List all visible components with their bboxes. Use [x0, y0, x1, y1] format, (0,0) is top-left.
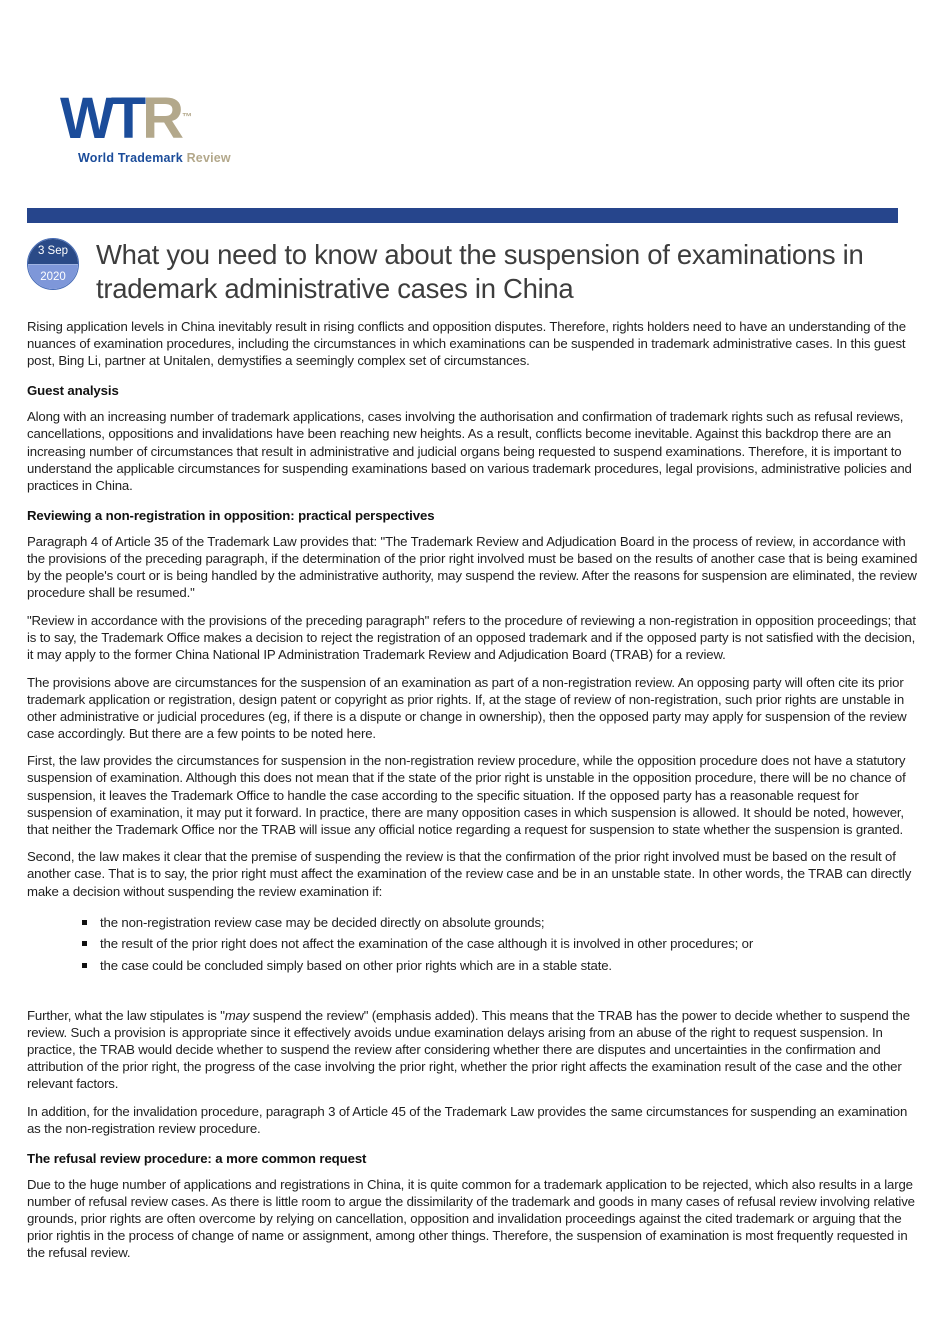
date-badge-day: 3 Sep — [28, 239, 78, 265]
bullet-item: the result of the prior right does not affect the examination of the case although it is involved in other procedures; or — [100, 935, 924, 952]
article-body — [27, 318, 924, 1261]
trademark-symbol: ™ — [182, 112, 193, 123]
wtr-logo — [60, 86, 231, 165]
article-title: What you need to know about the suspension of examinations in trademark administrative cases in China — [96, 239, 864, 304]
paragraph-review-refers: "Review in accordance with the provisions of the preceding paragraph" refers to the procedure of reviewing a non-registration in opposition proceedings; that is to say, the Trademark Office makes a decision to reject the registration of an opposed trademark and if the opposed party is not satisfied with the decision, it may apply to the former China National IP Administration Trademark Review and Adjudication Board (TRAB) for a review. — [27, 612, 916, 662]
logo-letter-r: R — [142, 86, 181, 151]
date-badge — [27, 238, 79, 290]
bullet-item: the non-registration review case may be decided directly on absolute grounds; — [100, 914, 924, 931]
further-pre: Further, what the law stipulates is " — [27, 1007, 225, 1023]
paragraph-refusal: Due to the huge number of applications and registrations in China, it is quite common for a trademark application to be rejected, which also results in a large number of refusal review cases. As there is little room to argue the dissimilarity of the trademark and goods in many cases of refusal review involving relative grounds, prior rights are often overcome by relying on cancellation, opposition and invalidation proceedings against the cited trademark or arguing that the prior rightis in the process of change of name or assignment, among other things. Therefore, the suspension of examination is most frequently requested in the refusal review. — [27, 1177, 915, 1261]
further-post: suspend the review" (emphasis added). This means that the TRAB has the power to decide whether to suspend the review. Such a provision is appropriate since it effectively avoids undue examination delays arising from an abuse of the right to request suspension. In practice, the TRAB would decide whether to suspend the review after considering whether there are disputes and uncertainties in the confirmation and attribution of the prior right, the progress of the case involving the prior right, whether the prior right affects the examination result of the case and the other relevant factors. — [27, 1007, 910, 1092]
paragraph-backdrop: Along with an increasing number of trademark applications, cases involving the authorisation and confirmation of trademark rights such as refusal reviews, cancellations, oppositions and invalidations have been reaching new heights. As a result, conflicts become inevitable. Against this backdrop there are an increasing number of circumstances that result in administrative and judicial organs being requested to suspend examinations. Therefore, it is important to understand the applicable circumstances for suspending examinations based on various trademark procedures, legal provisions, administrative policies and practices in China. — [27, 409, 912, 493]
logo-letters-wt: WT — [60, 86, 143, 151]
bullet-item: the case could be concluded simply based on other prior rights which are in a stable state. — [100, 957, 924, 974]
heading-refusal-review: The refusal review procedure: a more common request — [27, 1151, 367, 1167]
paragraph-provisions: The provisions above are circumstances for the suspension of an examination as part of a non-registration review. An opposing party will often cite its prior trademark application or registration, design patent or copyright as prior rights. If, at the stage of review of non-registration, such prior rights are unstable in other administrative or judicial procedures (eg, if there is a dispute or change in ownership), then the opposed party may apply for suspension of the review case accordingly. But there are a few points to be noted here. — [27, 674, 907, 741]
article — [27, 238, 924, 1272]
paragraph-first-point: First, the law provides the circumstances for suspension in the non-registration review procedure, while the opposition procedure does not have a statutory suspension of examination. Although this does not mean that if the state of the prior right is unstable in the opposition procedure, there will be no chance of suspension, it leaves the Trademark Office to handle the case according to the specific situation. If the opposed party has a reasonable request for suspension of examination, it may put it forward. In practice, there are many opposition cases in which suspension is allowed. It should be noted, however, that neither the Trademark Office nor the TRAB will issue any official notice regarding a request for suspension to state whether the suspension is granted. — [27, 753, 906, 837]
paragraph-further — [27, 1007, 924, 1092]
date-badge-year: 2020 — [28, 265, 78, 290]
header-divider-bar — [27, 208, 898, 223]
tagline-review: Review — [186, 151, 231, 165]
paragraph-article35: Paragraph 4 of Article 35 of the Trademark Law provides that: "The Trademark Review and Adjudication Board in the process of review, in accordance with the provisions of the preceding paragraph, if the determination of the prior right involved must be based on the results of another case that is being examined by the people's court or is being handled by the administrative authority, may suspend the review. After the reasons for suspension are eliminated, the review procedure shall be resumed." — [27, 533, 918, 601]
heading-non-registration: Reviewing a non-registration in opposition: practical perspectives — [27, 507, 435, 523]
heading-guest-analysis: Guest analysis — [27, 383, 119, 399]
article-header — [27, 238, 924, 305]
tagline-world-trademark: World Trademark — [78, 151, 183, 165]
paragraph-second-point: Second, the law makes it clear that the premise of suspending the review is that the confirmation of the prior right involved must be based on the result of another case. That is to say, the prior right must affect the examination of the review case and be in an unstable state. In other words, the TRAB can directly make a decision without suspending the review examination if: — [27, 849, 912, 899]
bullet-list — [27, 914, 924, 974]
wtr-logo-wordmark — [60, 86, 231, 151]
paragraph-addition: In addition, for the invalidation procedure, paragraph 3 of Article 45 of the Trademark Law provides the same circumstances for suspending an examination as the non-registration review procedure. — [27, 1103, 908, 1136]
further-emphasis: may — [224, 1007, 250, 1023]
wtr-logo-tagline — [78, 151, 231, 165]
paragraph-intro: Rising application levels in China inevitably result in rising conflicts and opposition disputes. Therefore, rights holders need to have an understanding of the nuances of examination procedures, including the circumstances in which examinations can be suspended in trademark administrative cases. In this guest post, Bing Li, partner at Unitalen, demystifies a seemingly complex set of circumstances. — [27, 319, 906, 369]
